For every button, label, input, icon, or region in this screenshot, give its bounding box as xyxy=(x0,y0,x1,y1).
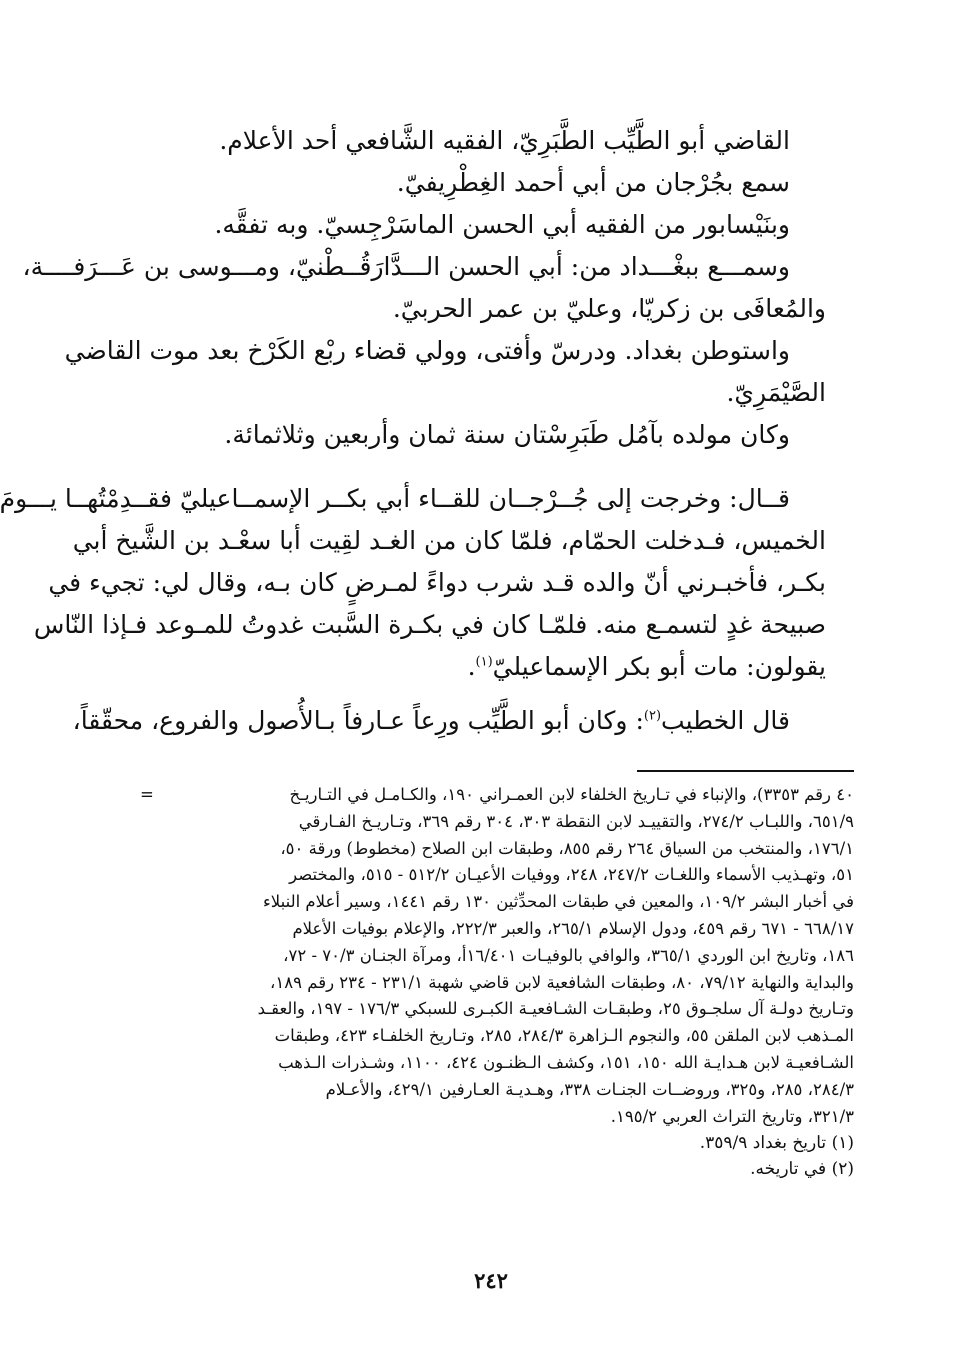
footnote-line: ٦٦٨/١٧ - ٦٧١ رقم ٤٥٩، ودول الإسلام ٢٦٥/١، والعبر ٢٢٢/٣، والإعلام بوفيات الأعلام xyxy=(292,918,854,938)
text-line: والمُعافَى بن زكريّا، وعليّ بن عمر الحربيّ. xyxy=(392,294,826,323)
text-line: القاضي أبو الطَّيِّب الطَّبَرِيّ، الفقيه الشَّافعي أحد الأعلام. xyxy=(219,126,790,155)
paragraph-gap xyxy=(154,456,826,478)
footnote-line: وتـاريخ دولـة آل سلجـوق ٢٥، وطبقـات الشـافعيـة الكبـرى للسبكي ١٧٦/٣ - ١٩٧، والعقـد xyxy=(257,999,854,1019)
text-line: واستوطن بغداد. ودرسّ وأفتى، وولي قضاء ربْع الكَرْخ بعد موت القاضي xyxy=(64,336,790,365)
footnote-line: ٢٨٤/٣، ٢٨٥، و٣٢٥، وروضــات الجنـات ٣٣٨، وهـديـة العـارفين ٤٢٩/١، والأعـلام xyxy=(325,1079,854,1099)
footnote-ref: (١) xyxy=(475,654,493,670)
paragraph-gap xyxy=(154,688,826,700)
footnote-ref: (٢) xyxy=(643,708,662,724)
text-line: صبيحة غدٍ لتسمـع منه. فلمّـا كان في بكـرة السَّبت غدوتُ للمـوعد فـإذا النّاس xyxy=(33,610,826,639)
footnote-line: الشـافعيـة لابن هـدايـة الله ١٥٠، ١٥١، وكشف الـظنـون ٤٢٤، ١١٠٠، وشـذرات الـذهب xyxy=(278,1052,854,1072)
footnote-text: في تاريخه. xyxy=(750,1159,827,1180)
footnote-line: ٣٢١/٣، وتاريخ التراث العربي ١٩٥/٢. xyxy=(610,1106,854,1126)
text-line-content: : وكان أبو الطَّيِّب ورِعاً عـارفاً بـالأُصول والفروع، محقّقاً، xyxy=(72,706,644,735)
text-line: سمع بجُرْجان من أبي أحمد الغِطْرِيفيّ. xyxy=(396,168,790,197)
text-line: الصَّيْمَرِيّ. xyxy=(726,378,826,407)
text-line: قــال: وخرجت إلى جُــرْجــان للقــاء أبي بكــر الإسمــاعيليّ فقــدِمْتُهــا يـــومَ xyxy=(0,484,790,513)
footnote-separator xyxy=(637,770,854,772)
main-text-body xyxy=(0,120,826,742)
text-line: وسمـــع ببغْـــداد من: أبي الحسن الـــدَّارَقُــطْنيّ، ومـــوسى بن عَـــرَفــــة، xyxy=(22,252,790,281)
footnote-line: ٥١، وتهـذيب الأسماء واللغـات ٢٤٧/٢، ٢٤٨، ووفيات الأعيـان ٥١٢/٢ - ٥١٥، والمختصر xyxy=(289,865,854,885)
text-line: وبنَيْسابور من الفقيه أبي الحسن الماسَرْجِسيّ. وبه تفقَّه. xyxy=(214,210,790,239)
page-number: ٢٤٢ xyxy=(474,1268,508,1293)
text-line: الخميس، فـدخلت الحمّام، فلمّا كان من الغـد لقِيت أبا سعْـد بن الشَّيخ أبي xyxy=(72,526,826,555)
footnote-line: ٦٥١/٩، واللبـاب ٢٧٤/٢، والتقييـد لابن النقطة ٣٠٣، ٣٠٤ رقم ٣٦٩، وتـاريـخ الفـارقي xyxy=(298,811,854,831)
text-line: بكـر، فأخبـرني أنّ والده قـد شرب دواءً لمـرضٍ كان بـه، وقال لي: تجيء في xyxy=(48,568,826,597)
footnote-line: المـذهب لابن الملقن ٥٥، والنجوم الـزاهرة ٢٨٤/٣، ٢٨٥، وتـاريخ الخلفـاء ٤٢٣، وطبقات xyxy=(274,1026,854,1046)
footnote-line: في أخبار البشر ١٠٩/٢، والمعين في طبقات المحدِّثين ١٣٠ رقم ١٤٤١، وسير أعلام النبلاء xyxy=(263,892,854,912)
footnote-line xyxy=(140,782,854,809)
footnote-line: ١٨٦، وتاريخ ابن الوردي ٣٦٥/١، والوافي بالوفيـات ١٦/٤٠١أ، ومرآة الجنـان ٧٠/٣ - ٧٢، xyxy=(283,945,854,965)
footnote-1 xyxy=(154,1130,854,1156)
footnote-line-text: ٤٠ رقم ٣٣٥٣)، والإنباء في تـاريخ الخلفاء لابن العمـراني ١٩٠، والكـامـل في التـاريـخ xyxy=(289,785,854,804)
footnote-number: (١) xyxy=(831,1133,854,1154)
text-line-content: يقولون: مات أبو بكر الإسماعيليّ xyxy=(492,652,826,681)
text-line-content: قال الخطيب xyxy=(661,706,790,735)
footnotes-section xyxy=(140,782,854,1182)
footnote-text: تاريخ بغداد ٣٥٩/٩. xyxy=(699,1133,827,1154)
text-line xyxy=(154,646,826,688)
footnote-line: ١٧٦/١، والمنتخب من السياق ٢٦٤ رقم ٨٥٥، وطبقات ابن الصلاح (مخطوط) ورقة ٥٠، xyxy=(280,838,854,858)
text-line: وكان مولده بآمُل طَبَرِسْتان سنة ثمان وأربعين وثلاثمائة. xyxy=(224,420,790,449)
footnote-number: (٢) xyxy=(831,1159,854,1180)
footnote-2 xyxy=(154,1156,854,1182)
line-end-period: . xyxy=(467,652,476,681)
continuation-mark: = xyxy=(140,785,154,804)
text-line xyxy=(72,700,826,742)
footnote-line: والبداية والنهاية ٧٩/١٢، ٨٠، وطبقات الشافعية لابن قاضي شهبة ٢٣١/١ - ٢٣٤ رقم ١٨٩، xyxy=(270,972,854,992)
